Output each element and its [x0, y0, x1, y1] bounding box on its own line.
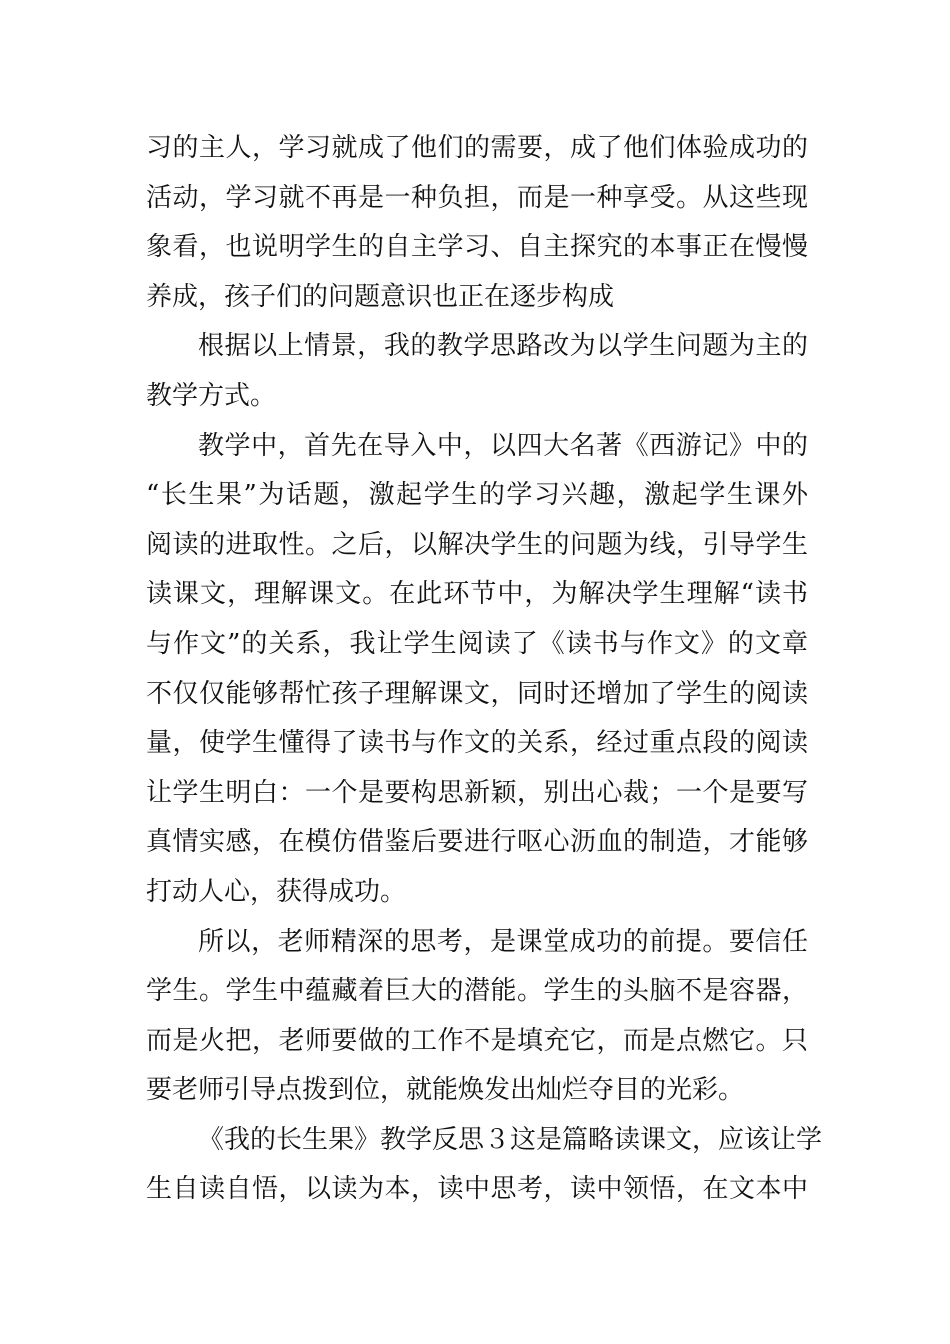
body-text [146, 124, 823, 1215]
text-line: 生自读自悟，以读为本，读中思考，读中领悟，在文本中 [146, 1174, 808, 1205]
text-line: 教学中，首先在导入中，以四大名著《西游记》中的 [198, 430, 808, 461]
text-line: 习的主人，学习就成了他们的需要，成了他们体验成功的 [146, 133, 808, 163]
text-line: 活动，学习就不再是一种负担，而是一种享受。从这些现 [146, 182, 808, 213]
text-line: 养成，孩子们的问题意识也正在逐步构成 [146, 281, 615, 312]
text-line: 学生。学生中蕴藏着巨大的潜能。学生的头脑不是容器， [146, 976, 808, 1007]
text-line: 打动人心，获得成功。 [146, 876, 407, 907]
text-line: 读课文，理解课文。在此环节中，为解决学生理解“读书 [146, 579, 808, 610]
text-line: 要老师引导点拨到位，就能焕发出灿烂夺目的光彩。 [146, 1075, 745, 1106]
text-line: 真情实感，在模仿借鉴后要进行呕心沥血的制造，才能够 [146, 827, 808, 858]
text-line: 让学生明白：一个是要构思新颖，别出心裁；一个是要写 [146, 777, 808, 808]
text-line: 《我的长生果》教学反思３这是篇略读课文，应该让学 [198, 1124, 823, 1155]
text-line: 根据以上情景，我的教学思路改为以学生问题为主的 [198, 331, 808, 362]
text-line: 阅读的进取性。之后，以解决学生的问题为线，引导学生 [146, 529, 808, 560]
text-line: 而是火把，老师要做的工作不是填充它，而是点燃它。只 [146, 1025, 808, 1056]
text-line: 量，使学生懂得了读书与作文的关系，经过重点段的阅读 [146, 728, 808, 759]
text-line: 象看，也说明学生的自主学习、自主探究的本事正在慢慢 [146, 232, 808, 263]
text-line: “长生果”为话题，激起学生的学习兴趣，激起学生课外 [146, 480, 808, 511]
text-line: 教学方式。 [146, 380, 277, 411]
text-line: 所以，老师精深的思考，是课堂成功的前提。要信任 [198, 926, 808, 957]
text-line: 与作文”的关系，我让学生阅读了《读书与作文》的文章 [146, 628, 808, 659]
text-line: 不仅仅能够帮忙孩子理解课文，同时还增加了学生的阅读 [146, 678, 808, 709]
